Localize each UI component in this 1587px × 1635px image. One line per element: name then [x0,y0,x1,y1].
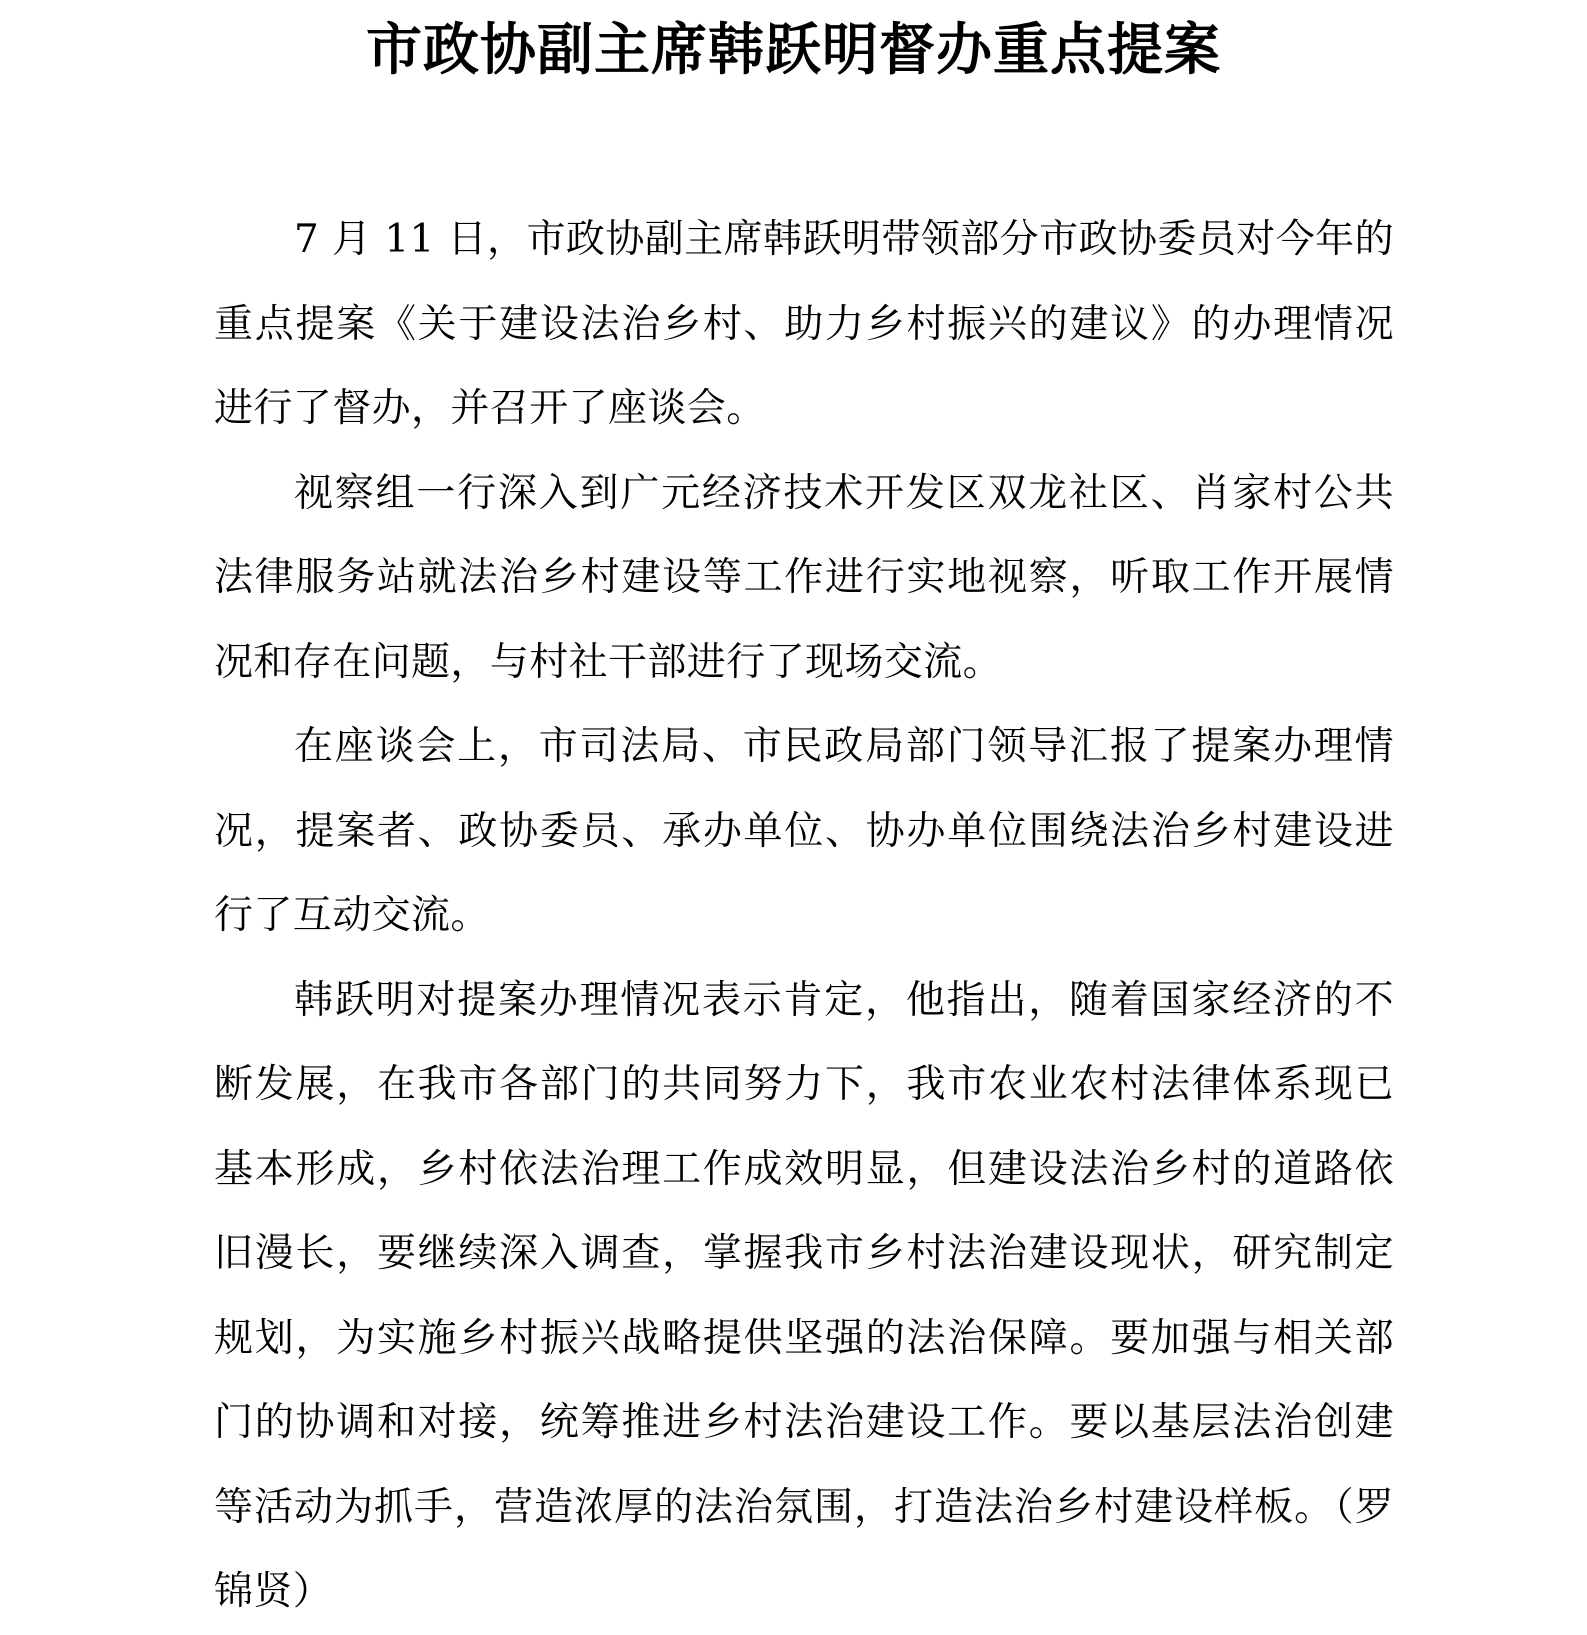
paragraph-3: 在座谈会上，市司法局、市民政局部门领导汇报了提案办理情况，提案者、政协委员、承办单位、协办单位围绕法治乡村建设进行了互动交流。 [214,724,1394,938]
document-body [214,198,1394,1635]
paragraph-4: 韩跃明对提案办理情况表示肯定，他指出，随着国家经济的不断发展，在我市各部门的共同努力下，我市农业农村法律体系现已基本形成，乡村依法治理工作成效明显，但建设法治乡村的道路依旧漫长，要继续深入调查，掌握我市乡村法治建设现状，研究制定规划，为实施乡村振兴战略提供坚强的法治保障。要加强与相关部门的协调和对接，统筹推进乡村法治建设工作。要以基层法治创建等活动为抓手，营造浓厚的法治氛围，打造法治乡村建设样板。（罗锦贤） [214,977,1394,1614]
paragraph-2: 视察组一行深入到广元经济技术开发区双龙社区、肖家村公共法律服务站就法治乡村建设等工作进行实地视察，听取工作开展情况和存在问题，与村社干部进行了现场交流。 [214,470,1394,685]
paragraph-1: 7 月 11 日，市政协副主席韩跃明带领部分市政协委员对今年的重点提案《关于建设法治乡村、助力乡村振兴的建议》的办理情况进行了督办，并召开了座谈会。 [214,217,1394,431]
document-title: 市政协副主席韩跃明督办重点提案 [366,17,1221,83]
